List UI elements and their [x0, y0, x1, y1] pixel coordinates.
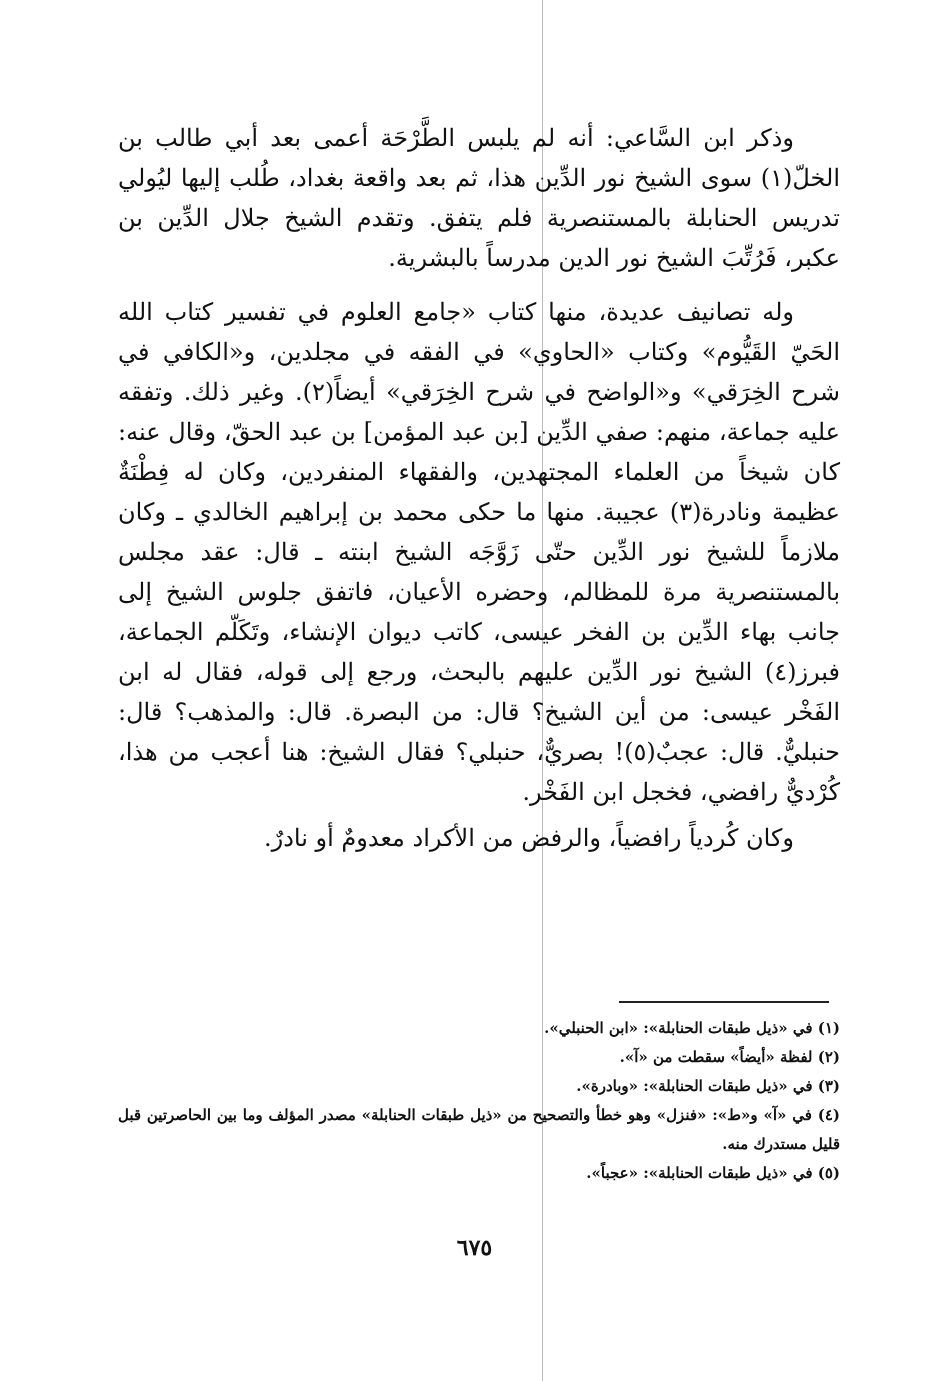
footnote-5: (٥) في «ذيل طبقات الحنابلة»: «عجباً». [586, 1164, 840, 1182]
paragraph-3: وكان كُردياً رافضياً، والرفض من الأكراد معدومٌ أو نادرٌ. [263, 824, 794, 852]
footnote-2: (٢) لفظة «أيضاً» سقطت من «آ». [619, 1048, 840, 1066]
footnote-3: (٣) في «ذيل طبقات الحنابلة»: «وبادرة». [576, 1077, 840, 1095]
paragraph-1: وذكر ابن السَّاعي: أنه لم يلبس الطَّرْحَة أعمى بعد أبي طالب بن الخلّ(١) سوى الشيخ نور الدِّين هذا، ثم بعد واقعة بغداد، طُلب إليها ليُولي تدريس الحنابلة بالمستنصرية فلم يتفق. وتقدم الشيخ جلال الدِّين بن عكبر، فَرُتِّبَ الشيخ نور الدين مدرساً بالبشرية. [118, 124, 840, 272]
footnotes [118, 1014, 840, 1188]
footnote-1: (١) في «ذيل طبقات الحنابلة»: «ابن الحنبلي». [544, 1019, 840, 1037]
footnote-4: (٤) في «آ» و«ط»: «فنزل» وهو خطأ والتصحيح من «ذيل طبقات الحنابلة» مصدر المؤلف وما بين الحاصرتين قبل قليل مستدرك منه. [118, 1106, 840, 1153]
page-number: ٦٧٥ [456, 1235, 493, 1261]
footnote-divider [619, 1001, 829, 1003]
paragraph-2: وله تصانيف عديدة، منها كتاب «جامع العلوم في تفسير كتاب الله الحَيّ القَيُّوم» وكتاب «الحاوي» في الفقه في مجلدين، و«الكافي في شرح الخِرَقي» و«الواضح في شرح الخِرَقي» أيضاً(٢). وغير ذلك. وتفقه عليه جماعة، منهم: صفي الدِّين [بن عبد المؤمن] بن عبد الحقّ، وقال عنه: كان شيخاً من العلماء المجتهدين، والفقهاء المنفردين، وكان له فِطْنَةٌ عظيمة ونادرة(٣) عجيبة. منها ما حكى محمد بن إبراهيم الخالدي ـ وكان ملازماً للشيخ نور الدِّين حتّى زَوَّجَه الشيخ ابنته ـ قال: عقد مجلس بالمستنصرية مرة للمظالم، وحضره الأعيان، فاتفق جلوس الشيخ إلى جانب بهاء الدِّين بن الفخر عيسى، كاتب ديوان الإنشاء، وتَكَلّم الجماعة، فبرز(٤) الشيخ نور الدِّين عليهم بالبحث، ورجع إلى قوله، فقال له ابن الفَخْر عيسى: من أين الشيخ؟ قال: من البصرة. قال: والمذهب؟ قال: حنبليٌّ. قال: عجبٌ(٥)! بصريٌّ، حنبلي؟ فقال الشيخ: هنا أعجب من هذا، كُرْديٌّ رافضي، فخجل ابن الفَخْر. [118, 298, 840, 806]
body-text [118, 118, 840, 858]
